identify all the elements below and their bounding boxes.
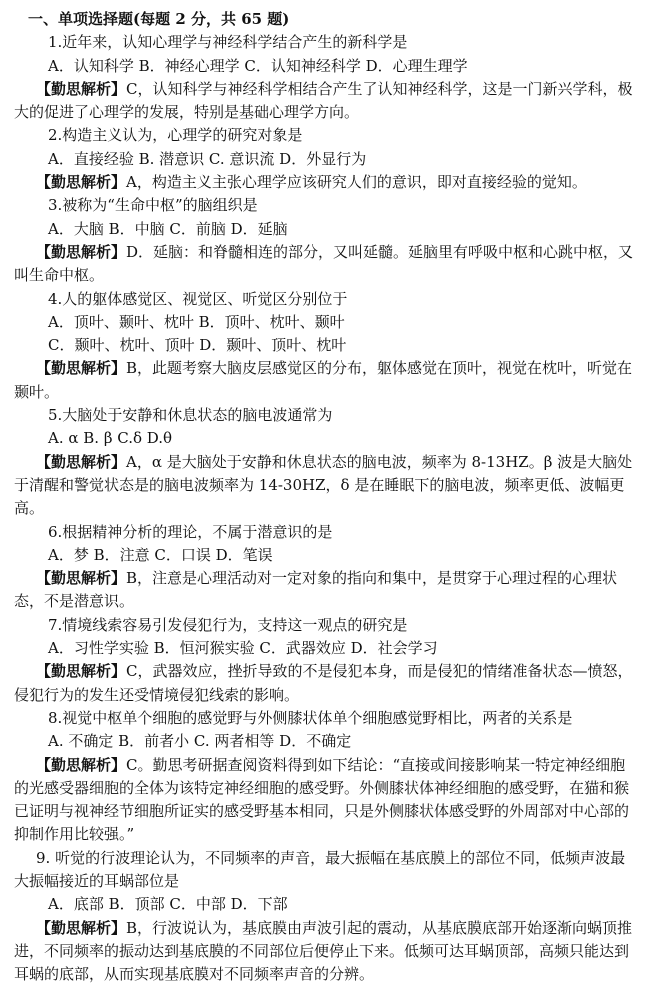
- analysis-tag: 【勤思解析】: [36, 918, 127, 937]
- section-title: 一、单项选择题(每题 2 分，共 65 题): [28, 10, 290, 28]
- analysis-text: B，行波说认为，基底膜由声波引起的震动，从基底膜底部开始逐渐向蜗顶推进，不同频率的振动达到基底膜的不同部位后便停止下来。低频可达耳蜗顶部，高频只能达到耳蜗的底部，从而实现基底膜对不同频率声音的分辨。: [14, 918, 633, 984]
- question-7-analysis: [14, 660, 640, 707]
- analysis-text: C。勤思考研据查阅资料得到如下结论：“直接或间接影响某一特定神经细胞的光感受器细胞的全体为该特定神经细胞的感受野。外侧膝状体神经细胞的感受野，在猫和猴已证明与视神经节细胞所证实的感受野基本相同，只是外侧膝状体感受野的外周部对中心部的抑制作用比较强。”: [14, 755, 630, 844]
- analysis-text: B，此题考察大脑皮层感觉区的分布，躯体感觉在顶叶，视觉在枕叶，听觉在颞叶。: [14, 359, 633, 401]
- question-1-stem: 1.近年来，认知心理学与神经科学结合产生的新科学是: [48, 33, 408, 52]
- question-2-stem: 2.构造主义认为，心理学的研究对象是: [48, 126, 303, 145]
- analysis-tag: 【勤思解析】: [36, 359, 127, 378]
- question-5-analysis: [14, 451, 640, 521]
- analysis-tag: 【勤思解析】: [36, 662, 127, 681]
- question-8-options: A. 不确定 B．前者小 C. 两者相等 D．不确定: [48, 732, 352, 751]
- analysis-tag: 【勤思解析】: [36, 452, 127, 471]
- question-2-options: A．直接经验 B. 潜意识 C. 意识流 D．外显行为: [48, 149, 367, 168]
- analysis-tag: 【勤思解析】: [36, 242, 127, 261]
- question-9-stem: 9. 听觉的行波理论认为，不同频率的声音，最大振幅在基底膜上的部位不同，低频声波最大振幅接近的耳蜗部位是: [14, 848, 626, 890]
- analysis-text: A，α 是大脑处于安静和休息状态的脑电波，频率为 8-13HZ。β 波是大脑处于清醒和警觉状态是的脑电波频率为 14-30HZ，δ 是在睡眠下的脑电波，频率更低、波幅更高。: [14, 452, 633, 518]
- question-8-stem: 8.视觉中枢单个细胞的感觉野与外侧膝状体单个细胞感觉野相比，两者的关系是: [48, 708, 573, 727]
- analysis-text: C，武器效应，挫折导致的不是侵犯本身，而是侵犯的情绪准备状态—愤怒，侵犯行为的发生还受情境侵犯线索的影响。: [14, 662, 633, 704]
- question-6-options: A．梦 B．注意 C．口误 D．笔误: [48, 545, 273, 564]
- question-1-options: A．认知科学 B．神经心理学 C．认知神经科学 D．心理生理学: [48, 56, 468, 75]
- question-3-analysis: [14, 241, 640, 288]
- question-4-options-row-2: C．颞叶、枕叶、顶叶 D．颞叶、顶叶、枕叶: [48, 336, 347, 355]
- question-6-stem: 6.根据精神分析的理论，不属于潜意识的是: [48, 522, 333, 541]
- analysis-text: A，构造主义主张心理学应该研究人们的意识，即对直接经验的觉知。: [126, 173, 587, 192]
- question-2-analysis: [14, 171, 640, 194]
- analysis-text: B，注意是心理活动对一定对象的指向和集中，是贯穿于心理过程的心理状态，不是潜意识。: [14, 569, 618, 611]
- question-7-stem: 7.情境线索容易引发侵犯行为，支持这一观点的研究是: [48, 615, 408, 634]
- question-6-analysis: [14, 567, 640, 614]
- question-9-analysis: [14, 917, 640, 986]
- analysis-text: D．延脑：和脊髓相连的部分，又叫延髓。延脑里有呼吸中枢和心跳中枢，又叫生命中枢。: [14, 242, 634, 285]
- analysis-tag: 【勤思解析】: [36, 569, 127, 588]
- question-4-stem: 4.人的躯体感觉区、视觉区、听觉区分别位于: [48, 289, 348, 308]
- analysis-tag: 【勤思解析】: [36, 173, 127, 192]
- question-7-options: A．习性学实验 B．恒河猴实验 C．武器效应 D．社会学习: [48, 639, 438, 658]
- question-5-options: A. α B. β C.δ D.θ: [48, 429, 173, 448]
- question-5-stem: 5.大脑处于安静和休息状态的脑电波通常为: [48, 406, 333, 425]
- question-4-options-row-1: A．顶叶、颞叶、枕叶 B．顶叶、枕叶、颞叶: [48, 312, 345, 331]
- analysis-text: C，认知科学与神经科学相结合产生了认知神经科学，这是一门新兴学科，极大的促进了心理学的发展，特别是基础心理学方向。: [14, 79, 633, 122]
- question-1-analysis: [14, 78, 640, 125]
- question-4-analysis: [14, 357, 640, 404]
- question-3-stem: 3.被称为“生命中枢”的脑组织是: [48, 196, 258, 215]
- analysis-tag: 【勤思解析】: [36, 755, 127, 774]
- question-8-analysis: [14, 754, 640, 847]
- question-9-options: A．底部 B．顶部 C．中部 D．下部: [48, 895, 288, 914]
- analysis-tag: 【勤思解析】: [36, 79, 127, 98]
- question-3-options: A．大脑 B．中脑 C．前脑 D．延脑: [48, 219, 288, 238]
